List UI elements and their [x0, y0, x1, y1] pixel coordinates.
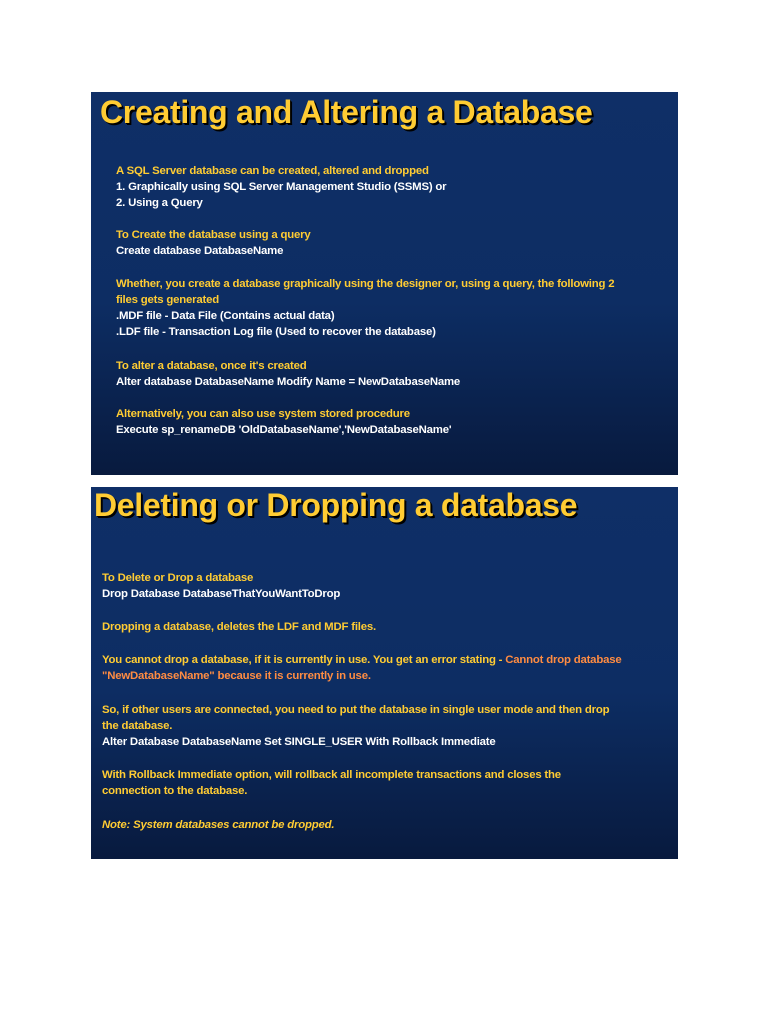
slide1-line-9: .LDF file - Transaction Log file (Used to recover the database): [116, 326, 436, 338]
slide2-line-8: Alter Database DatabaseName Set SINGLE_USER With Rollback Immediate: [102, 736, 496, 748]
error-message-text: Cannot drop database: [505, 654, 622, 666]
slide1-line-11: Alter database DatabaseName Modify Name = NewDatabaseName: [116, 376, 461, 388]
slide1-line-4: To Create the database using a query: [116, 229, 311, 241]
error-lead-text: You cannot drop a database, if it is currently in use. You get an error stating -: [102, 654, 506, 666]
slide2-line-10: connection to the database.: [102, 785, 248, 797]
slide2-title: Deleting or Dropping a database: [94, 487, 578, 523]
slide-deleting-dropping: [91, 487, 678, 859]
slide1-line-6: Whether, you create a database graphically using the designer or, using a query, the following 2: [116, 278, 615, 290]
slide2-line-11: Note: System databases cannot be dropped.: [102, 819, 335, 831]
slide1-line-10: To alter a database, once it's created: [116, 360, 307, 372]
slide1-title: Creating and Altering a Database: [100, 94, 593, 130]
slide1-line-13: Execute sp_renameDB 'OldDatabaseName','NewDatabaseName': [116, 424, 452, 436]
slide1-line-3: 2. Using a Query: [116, 197, 203, 209]
slide1-line-5: Create database DatabaseName: [116, 245, 284, 257]
slide2-line-3: Dropping a database, deletes the LDF and MDF files.: [102, 621, 376, 633]
slide1-line-12: Alternatively, you can also use system stored procedure: [116, 408, 410, 420]
slide1-line-7: files gets generated: [116, 294, 219, 306]
slide2-line-2: Drop Database DatabaseThatYouWantToDrop: [102, 588, 341, 600]
slide1-line-1: A SQL Server database can be created, altered and dropped: [116, 165, 429, 177]
slide2-line-4: [102, 652, 621, 668]
slide2-line-6: So, if other users are connected, you need to put the database in single user mode and then drop: [102, 704, 610, 716]
slide2-line-1: To Delete or Drop a database: [102, 572, 254, 584]
slide-creating-altering: [91, 92, 678, 475]
slide1-line-2: 1. Graphically using SQL Server Management Studio (SSMS) or: [116, 181, 447, 193]
slide2-line-7: the database.: [102, 720, 173, 732]
slide2-line-9: With Rollback Immediate option, will rollback all incomplete transactions and closes the: [102, 769, 561, 781]
slide1-line-8: .MDF file - Data File (Contains actual data): [116, 310, 335, 322]
slide2-line-5: "NewDatabaseName" because it is currently in use.: [102, 670, 371, 682]
